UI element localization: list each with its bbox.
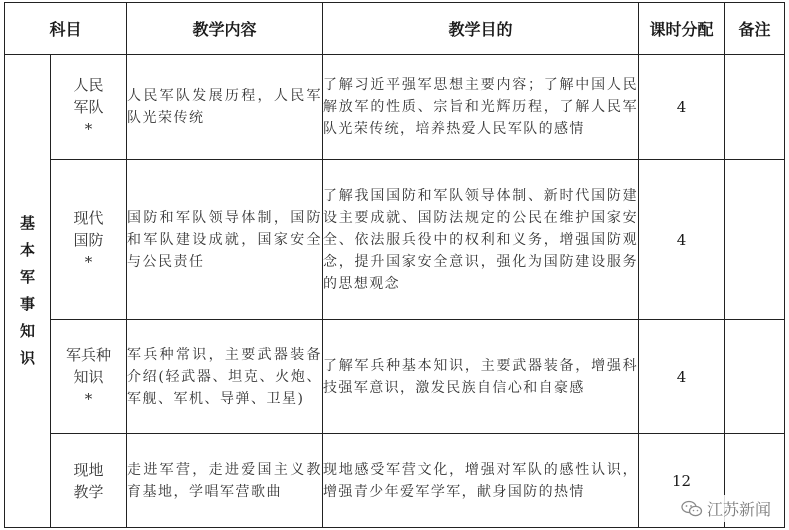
subject-marker: * xyxy=(84,252,93,271)
subject-cell xyxy=(51,434,127,528)
header-subject: 科目 xyxy=(5,3,127,55)
header-note: 备注 xyxy=(725,3,785,55)
subject-line: 军兵种 xyxy=(66,345,112,364)
subject-marker: * xyxy=(84,389,93,408)
note-cell xyxy=(725,55,785,160)
goal-cell: 了解军兵种基本知识，主要武器装备，增强科技强军意识，激发民族自信心和自豪感 xyxy=(323,320,639,434)
curriculum-table xyxy=(4,2,785,528)
table-row xyxy=(5,160,785,320)
category-cell xyxy=(5,55,51,528)
wechat-icon xyxy=(681,500,703,518)
category-label: 基本军事知识 xyxy=(19,214,35,367)
subject-line: 军队 xyxy=(73,98,104,116)
watermark-text: 江苏新闻 xyxy=(706,500,771,519)
content-cell: 国防和军队领导体制，国防和军队建设成就，国家安全与公民责任 xyxy=(127,160,323,320)
goal-cell: 了解习近平强军思想主要内容；了解中国人民解放军的性质、宗旨和光辉历程，了解人民军队光荣传统，培养热爱人民军队的感情 xyxy=(323,55,639,160)
subject-line: 现代 xyxy=(73,208,104,227)
content-cell: 军兵种常识，主要武器装备介绍(轻武器、坦克、火炮、军舰、军机、导弹、卫星) xyxy=(127,320,323,434)
subject-marker: * xyxy=(84,120,93,138)
subject-line: 国防 xyxy=(73,230,104,249)
header-row xyxy=(5,3,785,55)
content-cell: 走进军营，走进爱国主义教育基地，学唱军营歌曲 xyxy=(127,434,323,528)
hours-cell: 4 xyxy=(639,55,725,160)
note-cell xyxy=(725,160,785,320)
subject-cell xyxy=(51,55,127,160)
subject-line: 人民 xyxy=(73,76,104,94)
content-cell: 人民军队发展历程，人民军队光荣传统 xyxy=(127,55,323,160)
watermark xyxy=(677,495,775,522)
header-goal: 教学目的 xyxy=(323,3,639,55)
subject-line: 教学 xyxy=(73,482,104,501)
table-row xyxy=(5,320,785,434)
subject-line: 知识 xyxy=(73,367,104,386)
hours-cell: 12 xyxy=(639,434,725,528)
table-row xyxy=(5,434,785,528)
header-content: 教学内容 xyxy=(127,3,323,55)
note-cell xyxy=(725,320,785,434)
hours-cell: 4 xyxy=(639,160,725,320)
goal-cell: 现地感受军营文化，增强对军队的感性认识，增强青少年爱军学军，献身国防的热情 xyxy=(323,434,639,528)
hours-cell: 4 xyxy=(639,320,725,434)
subject-line: 现地 xyxy=(73,460,104,479)
subject-cell xyxy=(51,320,127,434)
header-hours: 课时分配 xyxy=(639,3,725,55)
goal-cell: 了解我国国防和军队领导体制、新时代国防建设主要成就、国防法规定的公民在维护国家安全、依法服兵役中的权利和义务，增强国防观念，提升国家安全意识，强化为国防建设服务的思想观念 xyxy=(323,160,639,320)
subject-cell xyxy=(51,160,127,320)
table-row xyxy=(5,55,785,160)
